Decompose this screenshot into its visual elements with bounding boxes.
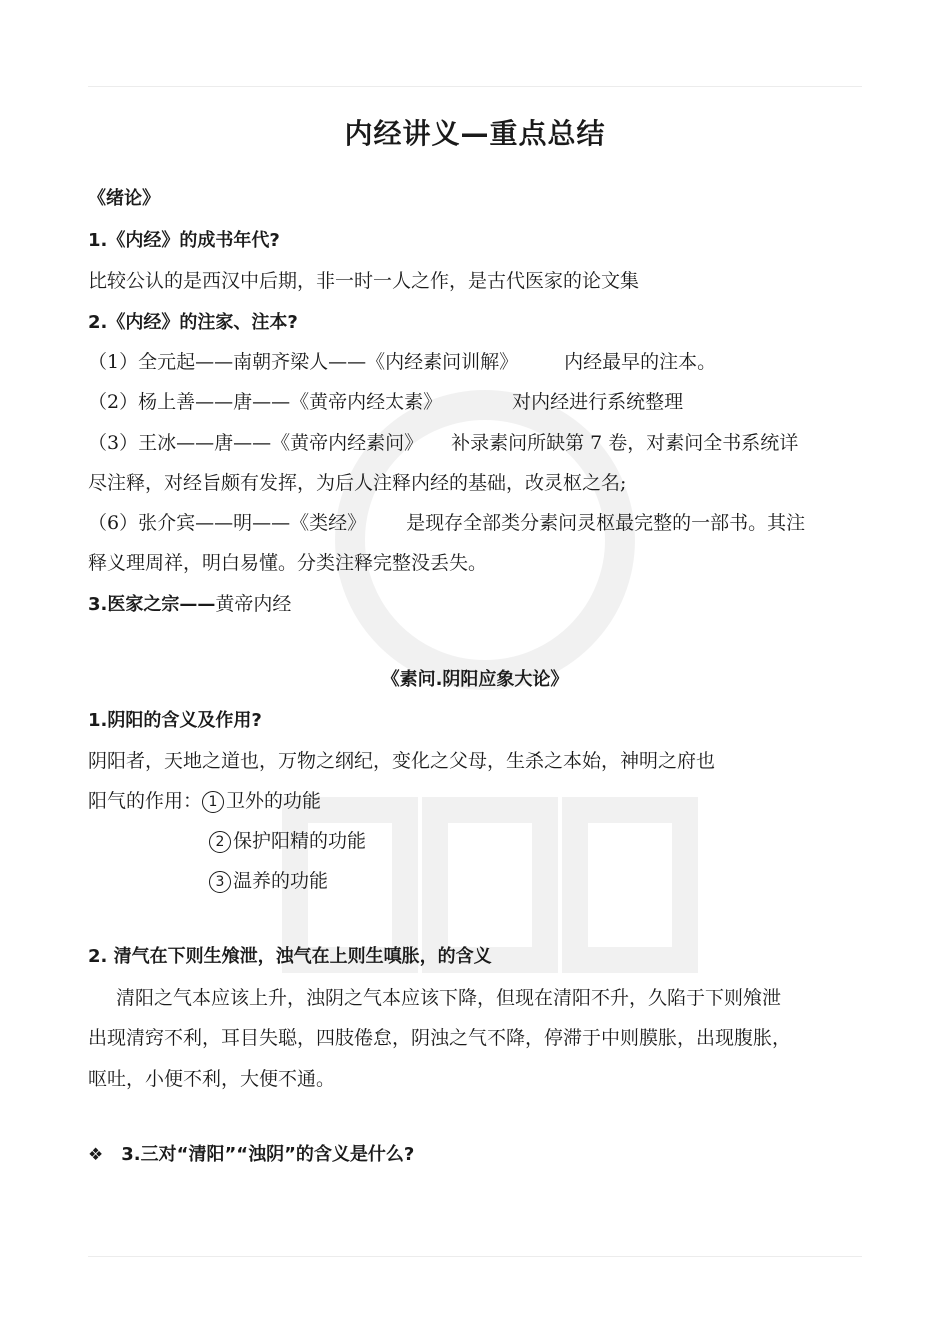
- yinyang-definition: 阴阳者，天地之道也，万物之纲纪，变化之父母，生杀之本始，神明之府也: [88, 750, 716, 772]
- commentator-item-3: [88, 430, 798, 456]
- yang-function-label: 阳气的作用：: [88, 790, 203, 812]
- circled-number-2: 2: [209, 831, 231, 853]
- commentator-item-3-continued: 尽注释，对经旨颇有发挥，为后人注释内经的基础，改灵枢之名;: [88, 472, 627, 494]
- commentator-item-6-main: （6）张介宾——明——《类经》: [88, 512, 367, 534]
- commentator-item-3-note: 补录素问所缺第 7 卷，对素问全书系统详: [451, 432, 799, 454]
- yinyang-question-1-heading: 1.阴阳的含义及作用?: [88, 710, 262, 731]
- yang-function-3: [209, 868, 328, 894]
- yinyang-question-2-line-2: 出现清窍不利，耳目失聪，四肢倦怠，阴浊之气不降，停滞于中则膜胀，出现腹胀，: [88, 1027, 792, 1049]
- commentator-item-6: [88, 510, 805, 536]
- section-heading-intro: 《绪论》: [88, 188, 160, 209]
- question-3: [88, 591, 291, 618]
- footer-divider: [88, 1256, 862, 1257]
- commentator-item-6-note: 是现存全部类分素问灵枢最完整的一部书。其注: [406, 512, 806, 534]
- question-1-answer: 比较公认的是西汉中后期，非一时一人之作，是古代医家的论文集: [88, 270, 640, 292]
- question-1-heading: 1.《内经》的成书年代?: [88, 230, 280, 251]
- yinyang-question-3: [88, 1141, 414, 1168]
- yang-function-1: [88, 788, 321, 814]
- circled-number-3: 3: [209, 871, 231, 893]
- commentator-item-1-main: （1）全元起——南朝齐梁人——《内经素问训解》: [88, 351, 519, 373]
- question-3-answer: 黄帝内经: [215, 593, 292, 615]
- commentator-item-6-continued: 释义理周祥，明白易懂。分类注释完整没丢失。: [88, 552, 488, 574]
- commentator-item-3-main: （3）王冰——唐——《黄帝内经素问》: [88, 432, 424, 454]
- yinyang-question-2-line-3: 呕吐，小便不利，大便不通。: [88, 1068, 336, 1090]
- yang-function-2-text: 保护阳精的功能: [233, 830, 367, 852]
- question-2-heading: 2.《内经》的注家、注本?: [88, 312, 298, 333]
- yinyang-question-2-heading: 2. 清气在下则生飧泄，浊气在上则生嗔胀，的含义: [88, 946, 492, 967]
- commentator-item-1-note: 内经最早的注本。: [564, 351, 717, 373]
- yinyang-question-3-heading: 3.三对“清阳”“浊阴”的含义是什么?: [121, 1144, 415, 1165]
- commentator-item-2-main: （2）杨上善——唐——《黄帝内经太素》: [88, 391, 443, 413]
- commentator-item-2-note: 对内经进行系统整理: [512, 391, 684, 413]
- diamond-bullet-icon: ❖: [88, 1145, 104, 1165]
- header-divider: [88, 86, 862, 87]
- commentator-item-1: [88, 349, 716, 375]
- commentator-item-2: [88, 389, 683, 415]
- question-3-heading: 3.医家之宗——: [88, 594, 216, 615]
- page-title: 内经讲义—重点总结: [344, 117, 606, 150]
- circled-number-1: 1: [202, 791, 224, 813]
- yang-function-3-text: 温养的功能: [233, 870, 329, 892]
- yang-function-1-text: 卫外的功能: [226, 790, 322, 812]
- section-heading-yinyang: 《素问.阴阳应象大论》: [381, 669, 569, 690]
- yinyang-question-2-line-1: 清阳之气本应该上升，浊阴之气本应该下降，但现在清阳不升，久陷于下则飧泄: [116, 987, 782, 1009]
- yang-function-2: [209, 828, 366, 854]
